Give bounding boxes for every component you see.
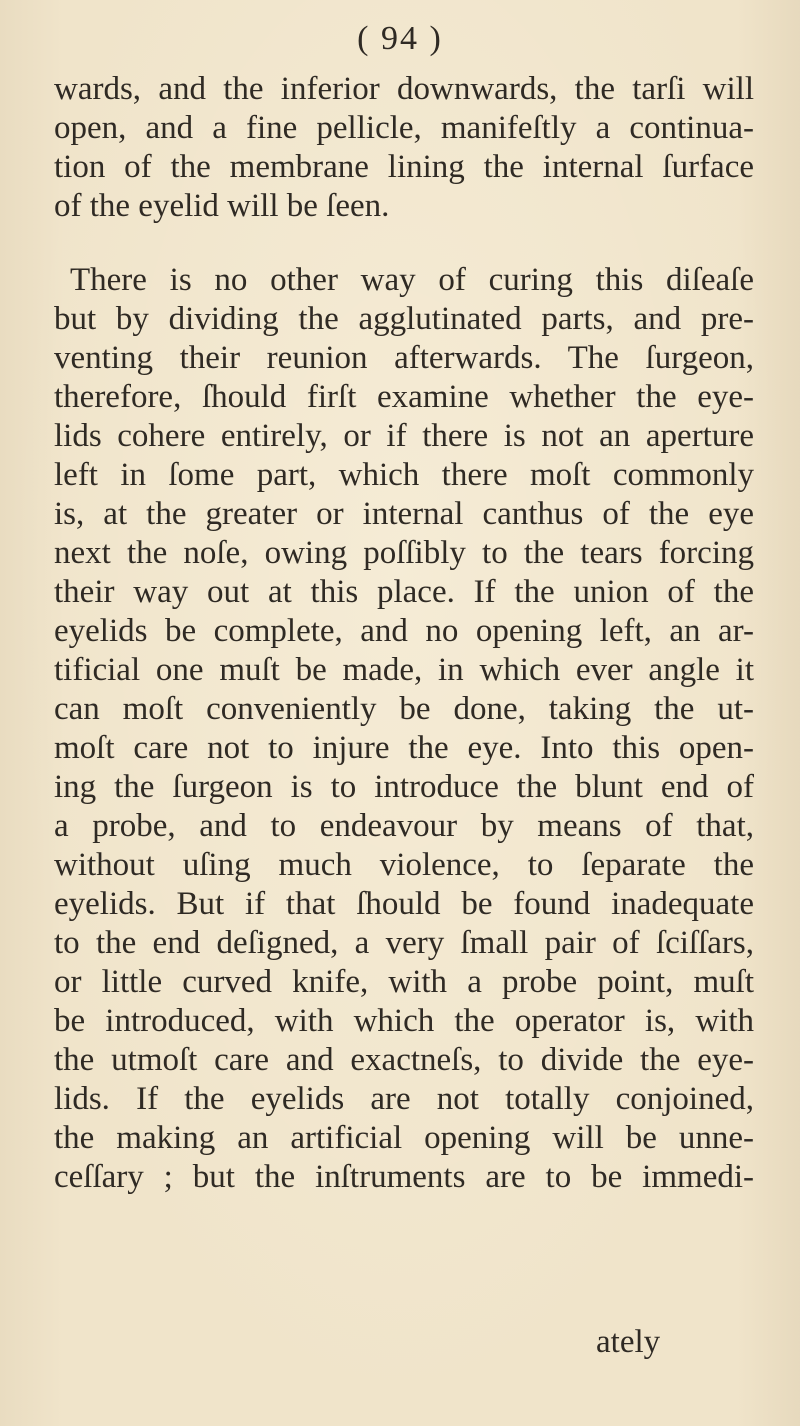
paragraph-2 [54,261,754,1197]
paragraph-1 [54,70,754,226]
text-line: ing the ſurgeon is to introduce the blunt end of [54,769,754,805]
text-line: be introduced, with which the operator is, with [54,1003,754,1039]
text-line: eyelids. But if that ſhould be found inadequate [54,886,754,922]
text-line: or little curved knife, with a probe point, muſt [54,964,754,1000]
text-line: tificial one muſt be made, in which ever angle it [54,652,754,688]
text-line: ceſſary ; but the inſtruments are to be immedi- [54,1159,754,1195]
text-line: the utmoſt care and exactneſs, to divide the eye- [54,1042,754,1078]
text-line: wards, and the inferior downwards, the tarſi will [54,71,754,107]
text-line: left in ſome part, which there moſt commonly [54,457,754,493]
body-text [54,70,754,1197]
text-line: the making an artificial opening will be unne- [54,1120,754,1156]
text-line: but by dividing the agglutinated parts, and pre- [54,301,754,337]
text-line: tion of the membrane lining the internal ſurface [54,149,754,185]
text-line: lids. If the eyelids are not totally conjoined, [54,1081,754,1117]
text-line: is, at the greater or internal canthus of the eye [54,496,754,532]
text-line: without uſing much violence, to ſeparate the [54,847,754,883]
text-line: lids cohere entirely, or if there is not an aperture [54,418,754,454]
text-line: to the end deſigned, a very ſmall pair of ſciſſars, [54,925,754,961]
page-number-header: ( 94 ) [357,20,443,57]
text-line: a probe, and to endeavour by means of that, [54,808,754,844]
text-line: open, and a fine pellicle, manifeſtly a continua- [54,110,754,146]
text-line: eyelids be complete, and no opening left, an ar- [54,613,754,649]
text-line: can moſt conveniently be done, taking the ut- [54,691,754,727]
paragraph-gap [54,226,754,261]
text-line: their way out at this place. If the union of the [54,574,754,610]
catchword: ately [596,1324,661,1360]
text-line: next the noſe, owing poſſibly to the tears forcing [54,535,754,571]
text-line: There is no other way of curing this diſeaſe [70,262,754,298]
text-line: moſt care not to injure the eye. Into this open- [54,730,754,766]
text-line: of the eyelid will be ſeen. [54,188,390,224]
text-line: therefore, ſhould firſt examine whether the eye- [54,379,754,415]
text-line: venting their reunion afterwards. The ſurgeon, [54,340,754,376]
